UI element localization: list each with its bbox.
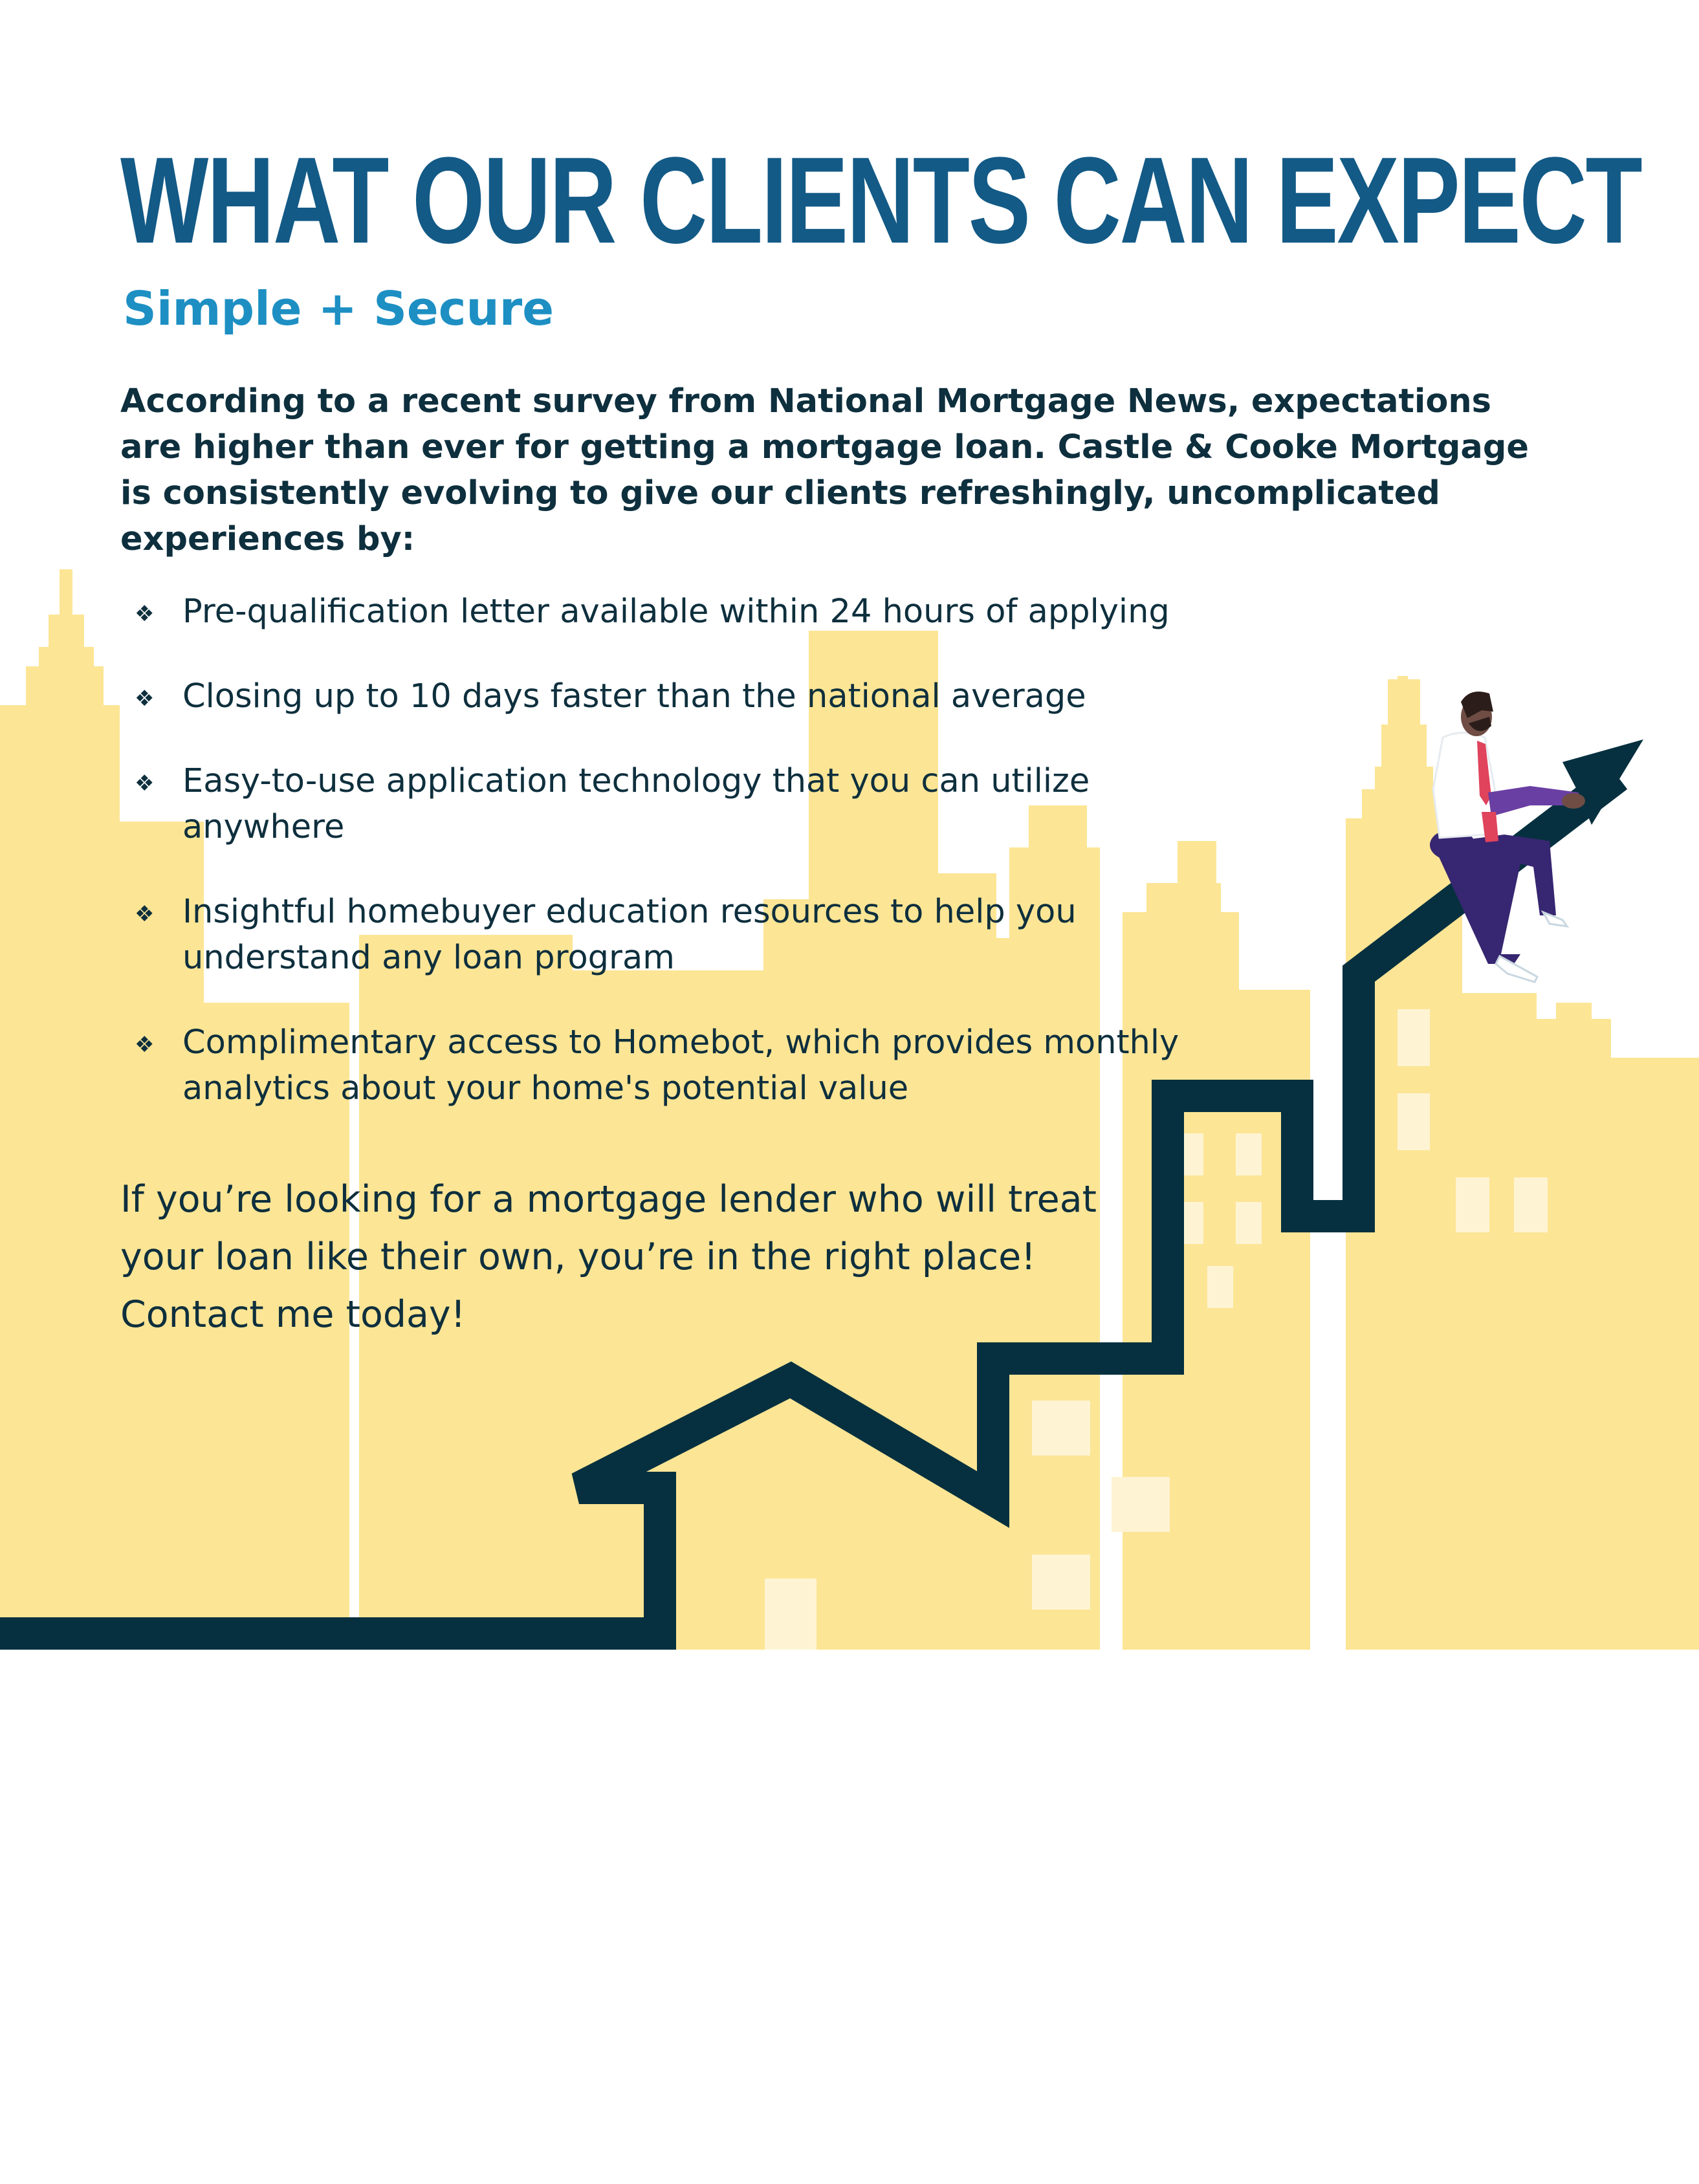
page-title: WHAT OUR CLIENTS CAN EXPECT [120, 132, 1641, 269]
list-item [129, 1020, 1281, 1111]
diamond-icon: ❖ [135, 770, 155, 796]
page-subtitle: Simple + Secure [123, 281, 554, 336]
list-item-text: Complimentary access to Homebot, which provides monthly analytics about your home's potential value [182, 1023, 1179, 1108]
list-item-text: Insightful homebuyer education resources to help you understand any loan program [182, 893, 1077, 977]
diamond-icon: ❖ [135, 1032, 155, 1058]
diamond-icon: ❖ [135, 901, 155, 927]
intro-paragraph: According to a recent survey from National Mortgage News, expectations are higher than ever for getting a mortgage loan. Castle & Cooke Mortgage is consistently evolving to give our clients refreshingly, uncomplicated experiences by: [120, 382, 1529, 558]
list-item [129, 758, 1281, 850]
diamond-icon: ❖ [135, 601, 155, 627]
closing-paragraph: If you’re looking for a mortgage lender who will treat your loan like their own, you’re in the right place! Contact me today! [120, 1178, 1097, 1336]
list-item [129, 589, 1281, 635]
list-item-text: Easy-to-use application technology that you can utilize anywhere [182, 762, 1090, 846]
benefits-list [129, 589, 1281, 1111]
list-item [129, 673, 1281, 719]
list-item-text: Pre-qualification letter available within 24 hours of applying [182, 593, 1170, 631]
diamond-icon: ❖ [135, 686, 155, 712]
list-item [129, 889, 1281, 981]
list-item-text: Closing up to 10 days faster than the national average [182, 677, 1086, 715]
